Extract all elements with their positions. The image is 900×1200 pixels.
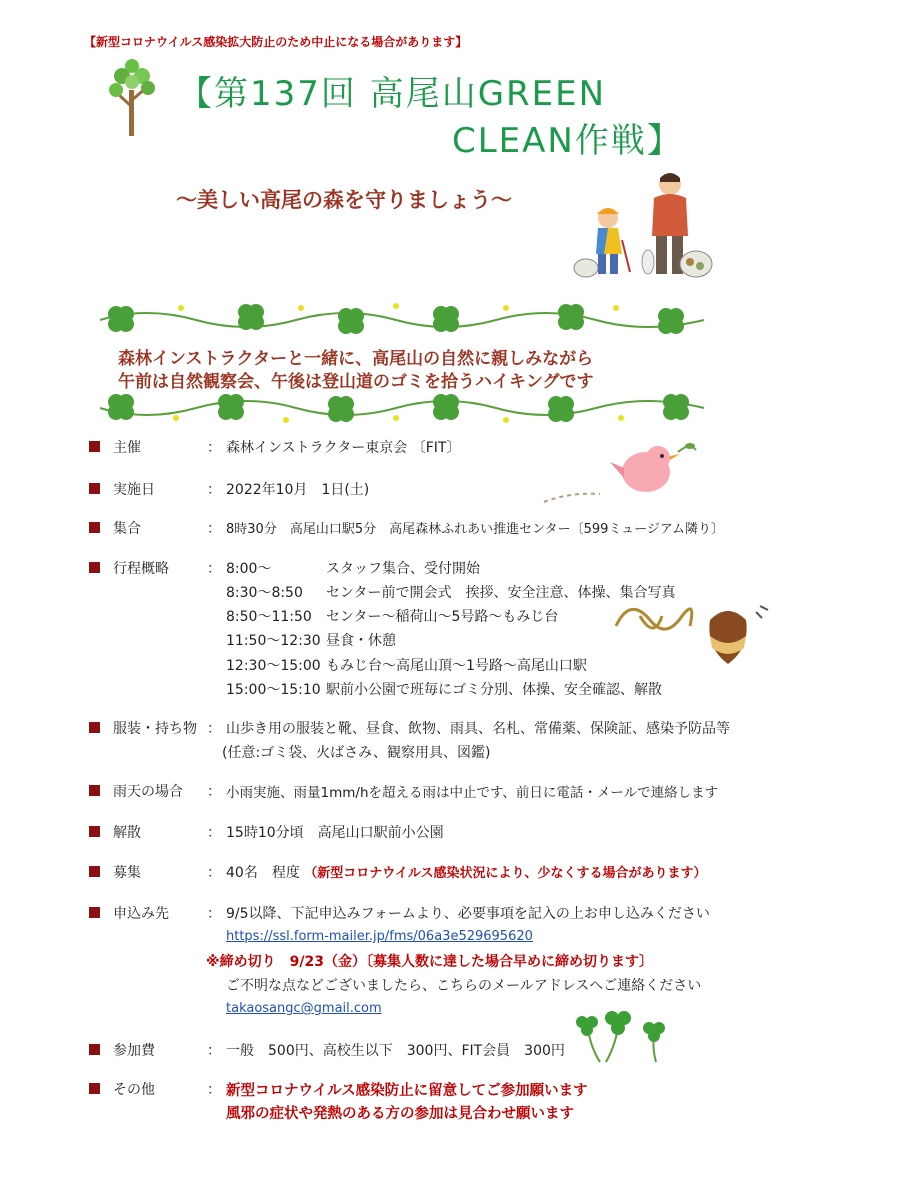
contact-email-link[interactable]: takaosangc@gmail.com bbox=[226, 1001, 382, 1016]
bullet-icon bbox=[89, 562, 100, 573]
schedule-item bbox=[226, 582, 675, 602]
schedule-item bbox=[226, 558, 480, 578]
colon: ： bbox=[207, 784, 221, 800]
chestnut-illustration bbox=[610, 596, 780, 676]
top-notice: 【新型コロナウイルス感染拡大防止のため中止になる場合があります】 bbox=[84, 35, 468, 49]
organizer-value: 森林インストラクター東京会 〔FIT〕 bbox=[226, 440, 461, 456]
bullet-icon bbox=[89, 483, 100, 494]
clover-vine-top bbox=[96, 296, 708, 342]
belongings-optional: (任意:ゴミ袋、火ばさみ、観察用具、図鑑) bbox=[222, 745, 491, 761]
bullet-icon bbox=[89, 785, 100, 796]
tree-icon bbox=[104, 56, 160, 138]
belongings-value: 山歩き用の服装と靴、昼食、飲物、雨具、名札、常備薬、保険証、感染予防品等 bbox=[226, 721, 730, 737]
application-deadline: ※締め切り 9/23（金）〔募集人数に達した場合早めに締め切ります〕 bbox=[206, 954, 653, 970]
schedule-time: 12:30～15:00 bbox=[226, 658, 321, 674]
other-line2: 風邪の症状や発熱のある方の参加は見合わせ願います bbox=[226, 1106, 574, 1122]
colon: ： bbox=[207, 482, 221, 498]
bullet-icon bbox=[89, 522, 100, 533]
hikers-illustration bbox=[568, 168, 728, 288]
schedule-time: 8:50～11:50 bbox=[226, 609, 312, 625]
capacity-number: 40名 程度 bbox=[226, 865, 300, 881]
schedule-time: 15:00～15:10 bbox=[226, 682, 321, 698]
bullet-icon bbox=[89, 907, 100, 918]
bullet-icon bbox=[89, 1044, 100, 1055]
colon: ： bbox=[207, 440, 221, 456]
schedule-time: 8:30～8:50 bbox=[226, 585, 303, 601]
application-form-link[interactable]: https://ssl.form-mailer.jp/fms/06a3e529695620 bbox=[226, 929, 533, 944]
event-subtitle: ～美しい高尾の森を守りましょう～ bbox=[176, 188, 512, 212]
other-line1: 新型コロナウイルス感染防止に留意してご参加願います bbox=[226, 1083, 588, 1099]
application-instructions: 9/5以降、下記申込みフォームより、必要事項を記入の上お申し込みください bbox=[226, 906, 710, 922]
bullet-icon bbox=[89, 722, 100, 733]
clover-sprout-illustration bbox=[566, 1004, 676, 1064]
schedule-desc: センター～稲荷山～5号路～もみじ台 bbox=[326, 609, 559, 625]
dismissal-value: 15時10分頃 高尾山口駅前小公園 bbox=[226, 825, 444, 841]
colon: ： bbox=[207, 721, 221, 737]
other-label: その他 bbox=[113, 1082, 155, 1098]
schedule-desc: もみじ台～高尾山頂～1号路～高尾山口駅 bbox=[326, 658, 587, 674]
clover-vine-bottom bbox=[96, 386, 708, 430]
bullet-icon bbox=[89, 441, 100, 452]
colon: ： bbox=[207, 865, 221, 881]
schedule-desc: 昼食・休憩 bbox=[326, 633, 396, 649]
colon: ： bbox=[207, 1043, 221, 1059]
bird-illustration bbox=[540, 432, 700, 512]
rain-value: 小雨実施、雨量1mm/hを超える雨は中止です、前日に電話・メールで連絡します bbox=[226, 785, 719, 801]
colon: ： bbox=[207, 521, 221, 537]
rain-label: 雨天の場合 bbox=[113, 784, 183, 800]
organizer-label: 主催 bbox=[113, 440, 141, 456]
meeting-label: 集合 bbox=[113, 521, 141, 537]
bullet-icon bbox=[89, 826, 100, 837]
capacity-value bbox=[226, 862, 707, 882]
colon: ： bbox=[207, 561, 221, 577]
meeting-value: 8時30分 高尾山口駅5分 高尾森林ふれあい推進センター〔599ミュージアム隣り〕 bbox=[226, 522, 724, 537]
dismissal-label: 解散 bbox=[113, 825, 141, 841]
event-title-line1: 【第137回 高尾山GREEN bbox=[178, 74, 607, 114]
schedule-desc: センター前で開会式 挨拶、安全注意、体操、集合写真 bbox=[326, 585, 676, 601]
schedule-desc: スタッフ集合、受付開始 bbox=[326, 561, 480, 577]
capacity-note: （新型コロナウイルス感染状況により、少なくする場合があります） bbox=[304, 866, 707, 881]
capacity-label: 募集 bbox=[113, 865, 141, 881]
event-title-line2: CLEAN作戦】 bbox=[452, 121, 683, 161]
schedule-desc: 駅前小公園で班毎にゴミ分別、体操、安全確認、解散 bbox=[326, 682, 662, 698]
schedule-item bbox=[226, 655, 587, 675]
schedule-time: 11:50～12:30 bbox=[226, 633, 321, 649]
bullet-icon bbox=[89, 1083, 100, 1094]
colon: ： bbox=[207, 825, 221, 841]
intro-line2: 午前は自然観察会、午後は登山道のゴミを拾うハイキングです bbox=[118, 372, 594, 392]
belongings-label: 服装・持ち物 bbox=[113, 721, 197, 737]
schedule-item bbox=[226, 630, 396, 650]
colon: ： bbox=[207, 906, 221, 922]
fee-label: 参加費 bbox=[113, 1043, 155, 1059]
schedule-item bbox=[226, 679, 662, 699]
bullet-icon bbox=[89, 866, 100, 877]
application-label: 申込み先 bbox=[113, 906, 169, 922]
colon: ： bbox=[207, 1082, 221, 1098]
schedule-item bbox=[226, 606, 558, 626]
contact-note: ご不明な点などございましたら、こちらのメールアドレスへご連絡ください bbox=[226, 978, 702, 994]
fee-value: 一般 500円、高校生以下 300円、FIT会員 300円 bbox=[226, 1043, 565, 1059]
schedule-time: 8:00～ bbox=[226, 561, 272, 577]
date-value: 2022年10月 1日(土) bbox=[226, 482, 370, 498]
schedule-label: 行程概略 bbox=[113, 561, 169, 577]
date-label: 実施日 bbox=[113, 482, 155, 498]
intro-line1: 森林インストラクターと一緒に、高尾山の自然に親しみながら bbox=[118, 349, 594, 369]
